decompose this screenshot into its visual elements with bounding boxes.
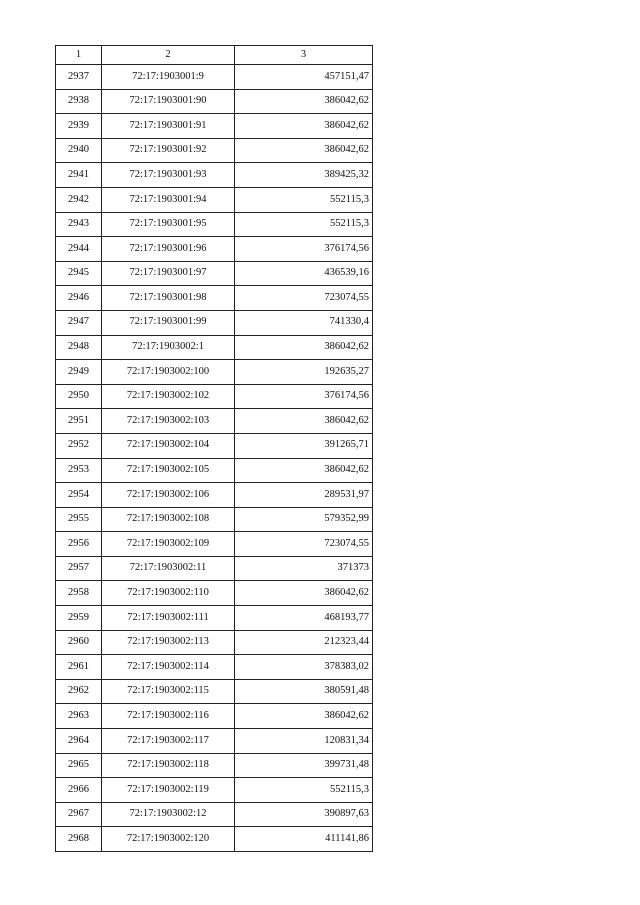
cadastral-number-cell: 72:17:1903002:105 [102,458,235,483]
row-number-cell: 2940 [56,138,102,163]
cadastral-value-table [55,45,373,852]
table-row [56,237,373,262]
column-header-1: 1 [56,46,102,65]
row-number-cell: 2938 [56,89,102,114]
cadastral-value-cell: 579352,99 [235,507,373,532]
row-number-cell: 2963 [56,704,102,729]
cadastral-number-cell: 72:17:1903001:95 [102,212,235,237]
cadastral-number-cell: 72:17:1903002:108 [102,507,235,532]
table-row [56,655,373,680]
cadastral-value-cell: 552115,3 [235,212,373,237]
cadastral-value-cell: 723074,55 [235,286,373,311]
row-number-cell: 2948 [56,335,102,360]
row-number-cell: 2944 [56,237,102,262]
cadastral-value-cell: 468193,77 [235,606,373,631]
cadastral-value-cell: 386042,62 [235,138,373,163]
table-row [56,433,373,458]
table-row [56,114,373,139]
row-number-cell: 2957 [56,556,102,581]
cadastral-number-cell: 72:17:1903001:94 [102,187,235,212]
cadastral-number-cell: 72:17:1903001:97 [102,261,235,286]
cadastral-value-cell: 457151,47 [235,65,373,90]
cadastral-number-cell: 72:17:1903002:114 [102,655,235,680]
row-number-cell: 2955 [56,507,102,532]
cadastral-value-cell: 723074,55 [235,532,373,557]
cadastral-number-cell: 72:17:1903002:104 [102,433,235,458]
table-row [56,409,373,434]
cadastral-number-cell: 72:17:1903001:99 [102,310,235,335]
table-body [56,65,373,852]
table-row [56,704,373,729]
table-row [56,778,373,803]
cadastral-value-cell: 371373 [235,556,373,581]
table-row [56,138,373,163]
row-number-cell: 2939 [56,114,102,139]
cadastral-number-cell: 72:17:1903002:116 [102,704,235,729]
row-number-cell: 2958 [56,581,102,606]
table-row [56,360,373,385]
cadastral-value-cell: 386042,62 [235,704,373,729]
table-row [56,556,373,581]
cadastral-number-cell: 72:17:1903001:96 [102,237,235,262]
cadastral-number-cell: 72:17:1903002:11 [102,556,235,581]
cadastral-number-cell: 72:17:1903001:93 [102,163,235,188]
cadastral-number-cell: 72:17:1903002:110 [102,581,235,606]
cadastral-value-cell: 436539,16 [235,261,373,286]
cadastral-value-cell: 390897,63 [235,802,373,827]
cadastral-number-cell: 72:17:1903002:12 [102,802,235,827]
row-number-cell: 2947 [56,310,102,335]
cadastral-number-cell: 72:17:1903002:117 [102,729,235,754]
table-row [56,261,373,286]
cadastral-number-cell: 72:17:1903002:115 [102,679,235,704]
cadastral-number-cell: 72:17:1903001:90 [102,89,235,114]
header-row [56,46,373,65]
cadastral-number-cell: 72:17:1903002:111 [102,606,235,631]
table-row [56,802,373,827]
table-row [56,89,373,114]
row-number-cell: 2967 [56,802,102,827]
cadastral-value-cell: 386042,62 [235,335,373,360]
cadastral-number-cell: 72:17:1903002:119 [102,778,235,803]
cadastral-number-cell: 72:17:1903002:118 [102,753,235,778]
cadastral-number-cell: 72:17:1903001:91 [102,114,235,139]
cadastral-number-cell: 72:17:1903002:113 [102,630,235,655]
cadastral-number-cell: 72:17:1903002:120 [102,827,235,852]
cadastral-number-cell: 72:17:1903002:109 [102,532,235,557]
cadastral-number-cell: 72:17:1903002:100 [102,360,235,385]
cadastral-value-cell: 212323,44 [235,630,373,655]
row-number-cell: 2952 [56,433,102,458]
cadastral-value-cell: 386042,62 [235,581,373,606]
cadastral-value-cell: 376174,56 [235,237,373,262]
cadastral-value-cell: 386042,62 [235,409,373,434]
row-number-cell: 2942 [56,187,102,212]
row-number-cell: 2951 [56,409,102,434]
table-row [56,606,373,631]
cadastral-value-cell: 386042,62 [235,458,373,483]
table-row [56,212,373,237]
cadastral-number-cell: 72:17:1903001:92 [102,138,235,163]
cadastral-value-cell: 386042,62 [235,114,373,139]
table-row [56,65,373,90]
table-row [56,384,373,409]
table-row [56,286,373,311]
cadastral-number-cell: 72:17:1903002:103 [102,409,235,434]
cadastral-number-cell: 72:17:1903001:98 [102,286,235,311]
cadastral-value-cell: 411141,86 [235,827,373,852]
cadastral-value-cell: 289531,97 [235,483,373,508]
table-row [56,163,373,188]
cadastral-number-cell: 72:17:1903001:9 [102,65,235,90]
row-number-cell: 2956 [56,532,102,557]
column-header-2: 2 [102,46,235,65]
cadastral-value-cell: 399731,48 [235,753,373,778]
cadastral-number-cell: 72:17:1903002:106 [102,483,235,508]
row-number-cell: 2945 [56,261,102,286]
table-row [56,483,373,508]
row-number-cell: 2965 [56,753,102,778]
row-number-cell: 2950 [56,384,102,409]
cadastral-value-cell: 552115,3 [235,187,373,212]
row-number-cell: 2949 [56,360,102,385]
row-number-cell: 2954 [56,483,102,508]
table-row [56,729,373,754]
table-row [56,827,373,852]
cadastral-value-cell: 389425,32 [235,163,373,188]
cadastral-value-cell: 380591,48 [235,679,373,704]
cadastral-value-cell: 741330,4 [235,310,373,335]
cadastral-number-cell: 72:17:1903002:1 [102,335,235,360]
row-number-cell: 2962 [56,679,102,704]
row-number-cell: 2946 [56,286,102,311]
cadastral-value-cell: 378383,02 [235,655,373,680]
table-row [56,630,373,655]
table-row [56,679,373,704]
row-number-cell: 2959 [56,606,102,631]
cadastral-value-cell: 386042,62 [235,89,373,114]
table-row [56,335,373,360]
column-header-3: 3 [235,46,373,65]
row-number-cell: 2968 [56,827,102,852]
table-row [56,310,373,335]
row-number-cell: 2943 [56,212,102,237]
table-row [56,458,373,483]
table-row [56,753,373,778]
row-number-cell: 2960 [56,630,102,655]
cadastral-value-cell: 120831,34 [235,729,373,754]
row-number-cell: 2966 [56,778,102,803]
cadastral-value-cell: 376174,56 [235,384,373,409]
cadastral-value-cell: 192635,27 [235,360,373,385]
cadastral-value-cell: 391265,71 [235,433,373,458]
table-row [56,532,373,557]
row-number-cell: 2941 [56,163,102,188]
cadastral-value-cell: 552115,3 [235,778,373,803]
cadastral-number-cell: 72:17:1903002:102 [102,384,235,409]
table-row [56,187,373,212]
row-number-cell: 2937 [56,65,102,90]
table-row [56,507,373,532]
row-number-cell: 2961 [56,655,102,680]
table-row [56,581,373,606]
row-number-cell: 2964 [56,729,102,754]
row-number-cell: 2953 [56,458,102,483]
